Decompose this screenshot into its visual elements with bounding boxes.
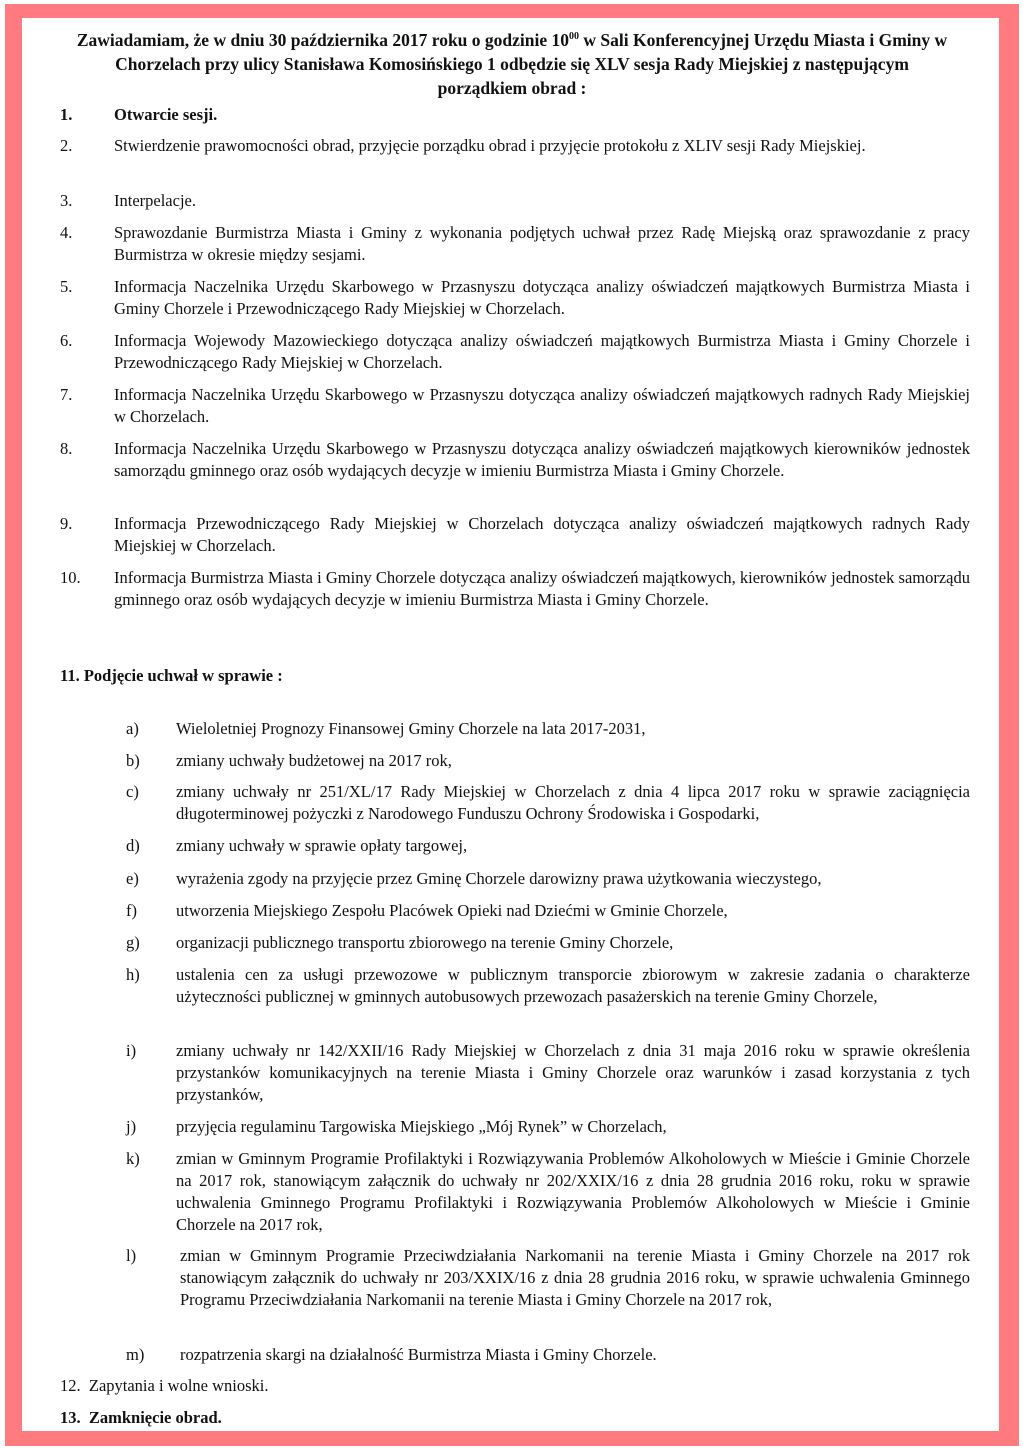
item-letter: m) <box>126 1345 145 1364</box>
item-number: 13. <box>60 1408 81 1427</box>
item-text: Informacja Naczelnika Urzędu Skarbowego w Przasnyszu dotycząca analizy oświadczeń majątkowych radnych Rady Miejskiej w Chorzelach. <box>114 385 970 426</box>
item-letter: d) <box>126 836 140 855</box>
agenda-item-12 <box>60 1375 269 1397</box>
item-text: zmiany uchwały nr 251/XL/17 Rady Miejskiej w Chorzelach z dnia 4 lipca 2017 roku w sprawie zaciągnięcia długoterminowej pożyczki z Narodowego Funduszu Ochrony Środowiska i Gospodarki, <box>176 782 970 823</box>
resolution-item-f <box>126 900 970 922</box>
resolution-item-e <box>126 868 970 890</box>
item-text: organizacji publicznego transportu zbiorowego na terenie Gminy Chorzele, <box>176 933 674 952</box>
item-number: 10. <box>60 568 81 587</box>
agenda-item-6 <box>60 330 970 374</box>
item-text: utworzenia Miejskiego Zespołu Placówek Opieki nad Dziećmi w Gminie Chorzele, <box>176 901 728 920</box>
agenda-item-3 <box>60 190 970 212</box>
item-letter: h) <box>126 965 140 984</box>
resolution-item-a <box>126 718 970 740</box>
header-time-superscript: 00 <box>569 31 580 42</box>
agenda-item-7 <box>60 384 970 428</box>
resolution-item-j <box>126 1116 970 1138</box>
item-number: 8. <box>60 439 73 458</box>
item-text: wyrażenia zgody na przyjęcie przez Gminę Chorzele darowizny prawa użytkowania wieczystego, <box>176 869 822 888</box>
item-text: zmian w Gminnym Programie Profilaktyki i Rozwiązywania Problemów Alkoholowych w Mieście i Gminie Chorzele na 2017 rok, stanowiącym załącznik do uchwały nr 202/XXIX/16 z dnia 28 grudnia 2016 roku, roku w sprawie uchwalenia Gminnego Programu Profilaktyki i Rozwiązywania Problemów Alkoholowych w Mieście i Gminie Chorzele na 2017 rok, <box>176 1149 970 1234</box>
item-letter: l) <box>126 1246 137 1265</box>
resolution-item-g <box>126 932 970 954</box>
item-number: 6. <box>60 331 73 350</box>
item-text: przyjęcia regulaminu Targowiska Miejskiego „Mój Rynek” w Chorzelach, <box>176 1117 667 1136</box>
resolution-item-c <box>126 781 970 825</box>
agenda-item-2 <box>60 135 970 157</box>
agenda-item-1 <box>60 104 970 126</box>
agenda-item-13 <box>60 1407 222 1429</box>
item-letter: j) <box>126 1117 137 1136</box>
item-number: 2. <box>60 136 73 155</box>
item-text: Otwarcie sesji. <box>114 105 218 124</box>
item-text: Wieloletniej Prognozy Finansowej Gminy Chorzele na lata 2017-2031, <box>176 719 646 738</box>
item-number: 1. <box>60 105 73 124</box>
document <box>22 18 1000 1430</box>
agenda-item-4 <box>60 222 970 266</box>
item-text: Informacja Przewodniczącego Rady Miejskiej w Chorzelach dotycząca analizy oświadczeń majątkowych radnych Rady Miejskiej w Chorzelach. <box>114 514 970 555</box>
section-11-title: 11. Podjęcie uchwał w sprawie : <box>60 666 283 685</box>
item-text: zmian w Gminnym Programie Przeciwdziałania Narkomanii na terenie Miasta i Gminy Chorzele na 2017 rok stanowiącym załącznik do uchwały nr 203/XXIX/16 z dnia 28 grudnia 2016 roku, w sprawie uchwalenia Gminnego Programu Przeciwdziałania Narkomanii na terenie Miasta i Gminy Chorzele na 2017 rok, <box>180 1246 970 1309</box>
item-letter: i) <box>126 1041 137 1060</box>
item-text: Sprawozdanie Burmistrza Miasta i Gminy z wykonania podjętych uchwał przez Radę Miejską oraz sprawozdanie z pracy Burmistrza w okresie między sesjami. <box>114 223 970 264</box>
resolution-item-b <box>126 750 970 772</box>
item-text: Stwierdzenie prawomocności obrad, przyjęcie porządku obrad i przyjęcie protokołu z XLIV sesji Rady Miejskiej. <box>114 136 866 155</box>
agenda-item-5 <box>60 276 970 320</box>
item-letter: c) <box>126 782 139 801</box>
agenda-item-10 <box>60 567 970 611</box>
item-letter: e) <box>126 869 139 888</box>
item-text: Zapytania i wolne wnioski. <box>88 1376 269 1395</box>
resolution-item-h <box>126 964 970 1008</box>
item-number: 7. <box>60 385 73 404</box>
item-number: 4. <box>60 223 73 242</box>
item-text: Informacja Wojewody Mazowieckiego dotycząca analizy oświadczeń majątkowych Burmistrza Miasta i Gminy Chorzele i Przewodniczącego Rady Miejskiej w Chorzelach. <box>114 331 970 372</box>
item-letter: a) <box>126 719 139 738</box>
item-text: Informacja Naczelnika Urzędu Skarbowego w Przasnyszu dotycząca analizy oświadczeń majątkowych Burmistrza Miasta i Gminy Chorzele i Przewodniczącego Rady Miejskiej w Chorzelach. <box>114 277 970 318</box>
item-number: 9. <box>60 514 73 533</box>
item-text: Informacja Burmistrza Miasta i Gminy Chorzele dotycząca analizy oświadczeń majątkowych, kierowników jednostek samorządu gminnego oraz osób wydających decyzje w imieniu Burmistrza Miasta i Gminy Chorzele. <box>114 568 970 609</box>
item-number: 5. <box>60 277 73 296</box>
item-number: 3. <box>60 191 73 210</box>
header-text-part2: w Sali Konferencyjnej Urzędu Miasta i Gminy w Chorzelach przy ulicy Stanisława Komosińskiego 1 odbędzie się XLV sesja Rady Miejskiej z następującym porządkiem obrad : <box>115 30 948 98</box>
item-letter: b) <box>126 751 140 770</box>
item-letter: g) <box>126 933 140 952</box>
item-letter: f) <box>126 901 137 920</box>
resolution-item-d <box>126 835 970 857</box>
item-text: Interpelacje. <box>114 191 196 210</box>
agenda-item-8 <box>60 438 970 482</box>
header-text-part1: Zawiadamiam, że w dniu 30 października 2017 roku o godzinie 10 <box>76 30 570 50</box>
agenda-item-9 <box>60 513 970 557</box>
item-text: Zamknięcie obrad. <box>88 1408 222 1427</box>
item-text: zmiany uchwały w sprawie opłaty targowej, <box>176 836 468 855</box>
item-letter: k) <box>126 1149 140 1168</box>
item-text: Informacja Naczelnika Urzędu Skarbowego w Przasnyszu dotycząca analizy oświadczeń majątkowych kierowników jednostek samorządu gminnego oraz osób wydających decyzje w imieniu Burmistrza Miasta i Gminy Chorzele. <box>114 439 970 480</box>
resolution-item-i <box>126 1040 970 1106</box>
resolution-item-k <box>126 1148 970 1236</box>
notice-header <box>72 28 952 100</box>
item-text: ustalenia cen za usługi przewozowe w publicznym transporcie zbiorowym w zakresie zadania o charakterze użyteczności publicznej w gminnych autobusowych przewozach pasażerskich na terenie Gminy Chorzele, <box>176 965 970 1006</box>
resolution-item-m <box>126 1344 970 1366</box>
item-number: 12. <box>60 1376 81 1395</box>
item-text: zmiany uchwały budżetowej na 2017 rok, <box>176 751 452 770</box>
item-text: rozpatrzenia skargi na działalność Burmistrza Miasta i Gminy Chorzele. <box>180 1345 657 1364</box>
item-text: zmiany uchwały nr 142/XXII/16 Rady Miejskiej w Chorzelach z dnia 31 maja 2016 roku w sprawie określenia przystanków komunikacyjnych na terenie Miasta i Gminy Chorzele oraz warunków i zasad korzystania z tych przystanków, <box>176 1041 970 1104</box>
resolution-item-l <box>126 1245 970 1311</box>
